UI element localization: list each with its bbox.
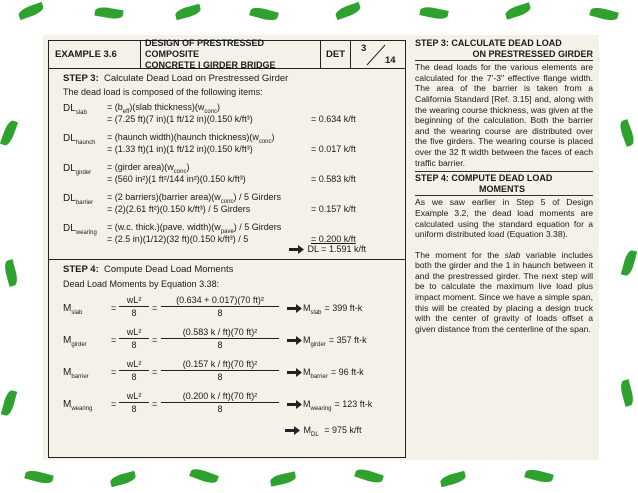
document-page [43, 35, 599, 460]
leaf-decoration [589, 6, 619, 23]
text-paragraph-2: As we saw earlier in Step 5 of Design Example 3.2, the dead load moments are calculated using the standard equation for a uniform distributed load (Equation 3.38). [415, 197, 593, 240]
moment-result: $M_{barrier} = 96$ ft-k [287, 367, 364, 383]
moment-general-fraction: wL² 8 [119, 327, 149, 350]
leaf-decoration [621, 249, 637, 277]
step4-heading: STEP 4: Compute Dead Load Moments [63, 264, 234, 275]
moment-result: $M_{wearing} = 123$ ft-k [287, 399, 372, 415]
dl-symbol: $DL_{haunch}$ [63, 133, 96, 146]
text-step4-heading: STEP 4: COMPUTE DEAD LOAD [415, 173, 553, 184]
moment-symbol: $M_{slab}$ [63, 303, 83, 316]
dl-formula: = (haunch width)(haunch $thickness)(w_{conc})$ [107, 132, 275, 145]
dl-total: DL = 1.591 k/ft [289, 244, 366, 255]
dl-substitution: = (2)(2.61 ft²)(0.150 k/ft³) / 5 Girders [107, 204, 251, 214]
text-paragraph-3: The moment for the slab variable includes both the girder and the 1 in haunch between it and the prestressed girder. The next step will be to calculate the maximum live load plus impact moment. Since we have a simple span, this will be created by placing a design truck with the center of gravity of loads offset a given distance from the centerline of the span. [415, 249, 593, 334]
step-divider [49, 259, 405, 260]
dl-formula: = (2 barriers)(barrier $area)(w_{conc}) / 5$ Girders [107, 192, 281, 205]
moment-symbol: $M_{barrier}$ [63, 367, 89, 380]
leaf-decoration [1, 389, 17, 417]
leaf-decoration [189, 467, 219, 486]
commentary-column [415, 38, 593, 334]
dl-value: = 0.583 k/ft [311, 174, 356, 184]
leaf-decoration [109, 471, 137, 487]
moment-substitution-fraction: (0.583 k / ft)(70 ft)² 8 [161, 327, 279, 350]
leaf-decoration [0, 119, 18, 147]
leaf-decoration [619, 379, 635, 407]
leaf-decoration [334, 2, 362, 20]
moment-result: $M_{slab} = 399$ ft-k [287, 303, 362, 319]
leaf-decoration [618, 119, 636, 147]
example-title: DESIGN OF PRESTRESSED COMPOSITE CONCRETE I GIRDER BRIDGE [141, 41, 321, 68]
mdl-total: $M_{DL} = 975$ k/ft [285, 425, 361, 441]
dl-formula: = (girder $area)(w_{conc})$ [107, 162, 190, 175]
moment-symbol: $M_{girder}$ [63, 335, 87, 348]
dl-value: = 0.157 k/ft [311, 204, 356, 214]
leaf-decoration [524, 468, 554, 485]
leaf-decoration [504, 2, 532, 20]
dl-formula: = (w.c. thick.)(pave. $width)(w_{pave}) / 5$ Girders [107, 222, 282, 235]
leaf-decoration [94, 6, 123, 21]
moment-substitution-fraction: (0.157 k / ft)(70 ft)² 8 [161, 359, 279, 382]
dl-substitution: = (7.25 ft)(7 in)(1 ft/12 in)(0.150 k/ft³) [107, 114, 253, 124]
moment-substitution-fraction: (0.634 + 0.017)(70 ft)² 8 [161, 295, 279, 318]
leaf-decoration [354, 467, 384, 485]
dl-substitution: = (1.33 ft)(1 in)(1 ft/12 in)(0.150 k/ft³) [107, 144, 253, 154]
dl-value: = 0.634 k/ft [311, 114, 356, 124]
dl-symbol: $DL_{barrier}$ [63, 193, 94, 206]
leaf-decoration [269, 471, 297, 486]
dl-value: = 0.200 k/ft [311, 234, 356, 244]
leaf-decoration [3, 259, 19, 287]
step3-heading: STEP 3: Calculate Dead Load on Prestressed Girder [63, 73, 289, 84]
leaf-decoration [249, 6, 279, 23]
leaf-decoration [174, 4, 202, 20]
step4-intro: Dead Load Moments by Equation 3.38: [63, 279, 220, 289]
text-step3-heading: STEP 3: CALCULATE DEAD LOAD [415, 38, 562, 48]
example-label: EXAMPLE 3.6 [49, 41, 141, 68]
dl-value: = 0.017 k/ft [311, 144, 356, 154]
moment-general-fraction: wL² 8 [119, 359, 149, 382]
det-label: DET [321, 41, 351, 68]
text-paragraph-1: The dead loads for the various elements are calculated for the 7'-3" effective flange width. The area of the barrier is taken from a California Standard [Ref. 3.15] and, along with the wearing course thickness, was given at the beginning of the calculation. Both the barrier and the wearing course are distributed over the five girders. The wearing course is placed over the 32 ft width between the faces of each traffic barrier. [415, 62, 593, 168]
text-step3-heading2: ON PRESTRESSED GIRDER [472, 48, 593, 59]
moment-general-fraction: wL² 8 [119, 391, 149, 414]
leaf-decoration [419, 5, 448, 21]
step3-intro: The dead load is composed of the following items: [63, 87, 263, 97]
dl-symbol: $DL_{slab}$ [63, 103, 87, 116]
moment-substitution-fraction: (0.200 k / ft)(70 ft)² 8 [161, 391, 279, 414]
moment-symbol: $M_{wearing}$ [63, 399, 93, 412]
dl-symbol: $DL_{wearing}$ [63, 223, 97, 236]
leaf-decoration [24, 469, 54, 486]
sheet-number: 3 14 [361, 43, 396, 66]
leaf-decoration [439, 471, 467, 487]
example-box: EXAMPLE 3.6 DESIGN OF PRESTRESSED COMPOSITE CONCRETE I GIRDER BRIDGE DET 3 14 STEP 3: Calculate Dead Load on Prestressed Girder The dead load is composed of the following items: $DL_{slab}$ = $(b_{eff})(slab$ $thickness)(w_{conc})$ = (7.25 ft)(7 in)(1 ft/12 in)(0.150 k/ft³) = 0.634 k/ft $DL_{haunch}$ = (haunch width)(haunch $thickness)(w_{conc})$ = (1.33 ft)(1 in)(1 ft/12 in)(0.150 k/ft³) = 0.017 k/ft $DL_{girder}$ = (girder $area)(w_{conc})$ = (560 in²)(1 ft²/144 in²)(0.150 k/ft³) = 0.583 k/ft $DL_{barrier}$ = (2 barriers)(barrier $area)(w_{conc}) / 5$ Girders = (2)(2.61 ft²)(0.150 k/ft³) / 5 Girders = 0.157 k/ft $DL_{wearing}$ = (w.c. thick.)(pave. $width)(w_{pave}) / 5$ Girders = (2.5 in)(1/12)(32 ft)(0.150 k/ft³) / 5 = 0.200 k/ft DL = 1.591 k/ft STEP 4: Compute Dead Load Moments Dead Load Moments by Equation 3.38: $M_{slab}$ = wL² 8 = (0.634 + 0.017)(70 ft)² 8 $M_{slab} = 399$ ft-k $M_{girder}$ = wL² 8 = (0.583 k / ft)(70 ft)² 8 $M_{girder} = 357$ ft-k $M_{barrier}$ = wL² 8 = (0.157 k / ft)(70 ft)² 8 $M_{barrier} = 96$ ft-k $M_{wearing}$ = wL² 8 = (0.200 k / ft)(70 ft)² 8 $M_{wearing} = 123$ ft-k $M_{DL} = 975$ k/ft [48, 40, 406, 458]
moment-general-fraction: wL² 8 [119, 295, 149, 318]
dl-symbol: $DL_{girder}$ [63, 163, 92, 176]
dl-formula: = $(b_{eff})(slab$ $thickness)(w_{conc})$ [107, 102, 221, 115]
moment-result: $M_{girder} = 357$ ft-k [287, 335, 367, 351]
dl-substitution: = (560 in²)(1 ft²/144 in²)(0.150 k/ft³) [107, 174, 246, 184]
leaf-decoration [17, 2, 45, 20]
example-header [49, 38, 405, 70]
dl-substitution: = (2.5 in)(1/12)(32 ft)(0.150 k/ft³) / 5 [107, 234, 249, 244]
text-step4-heading2: MOMENTS [479, 183, 525, 194]
